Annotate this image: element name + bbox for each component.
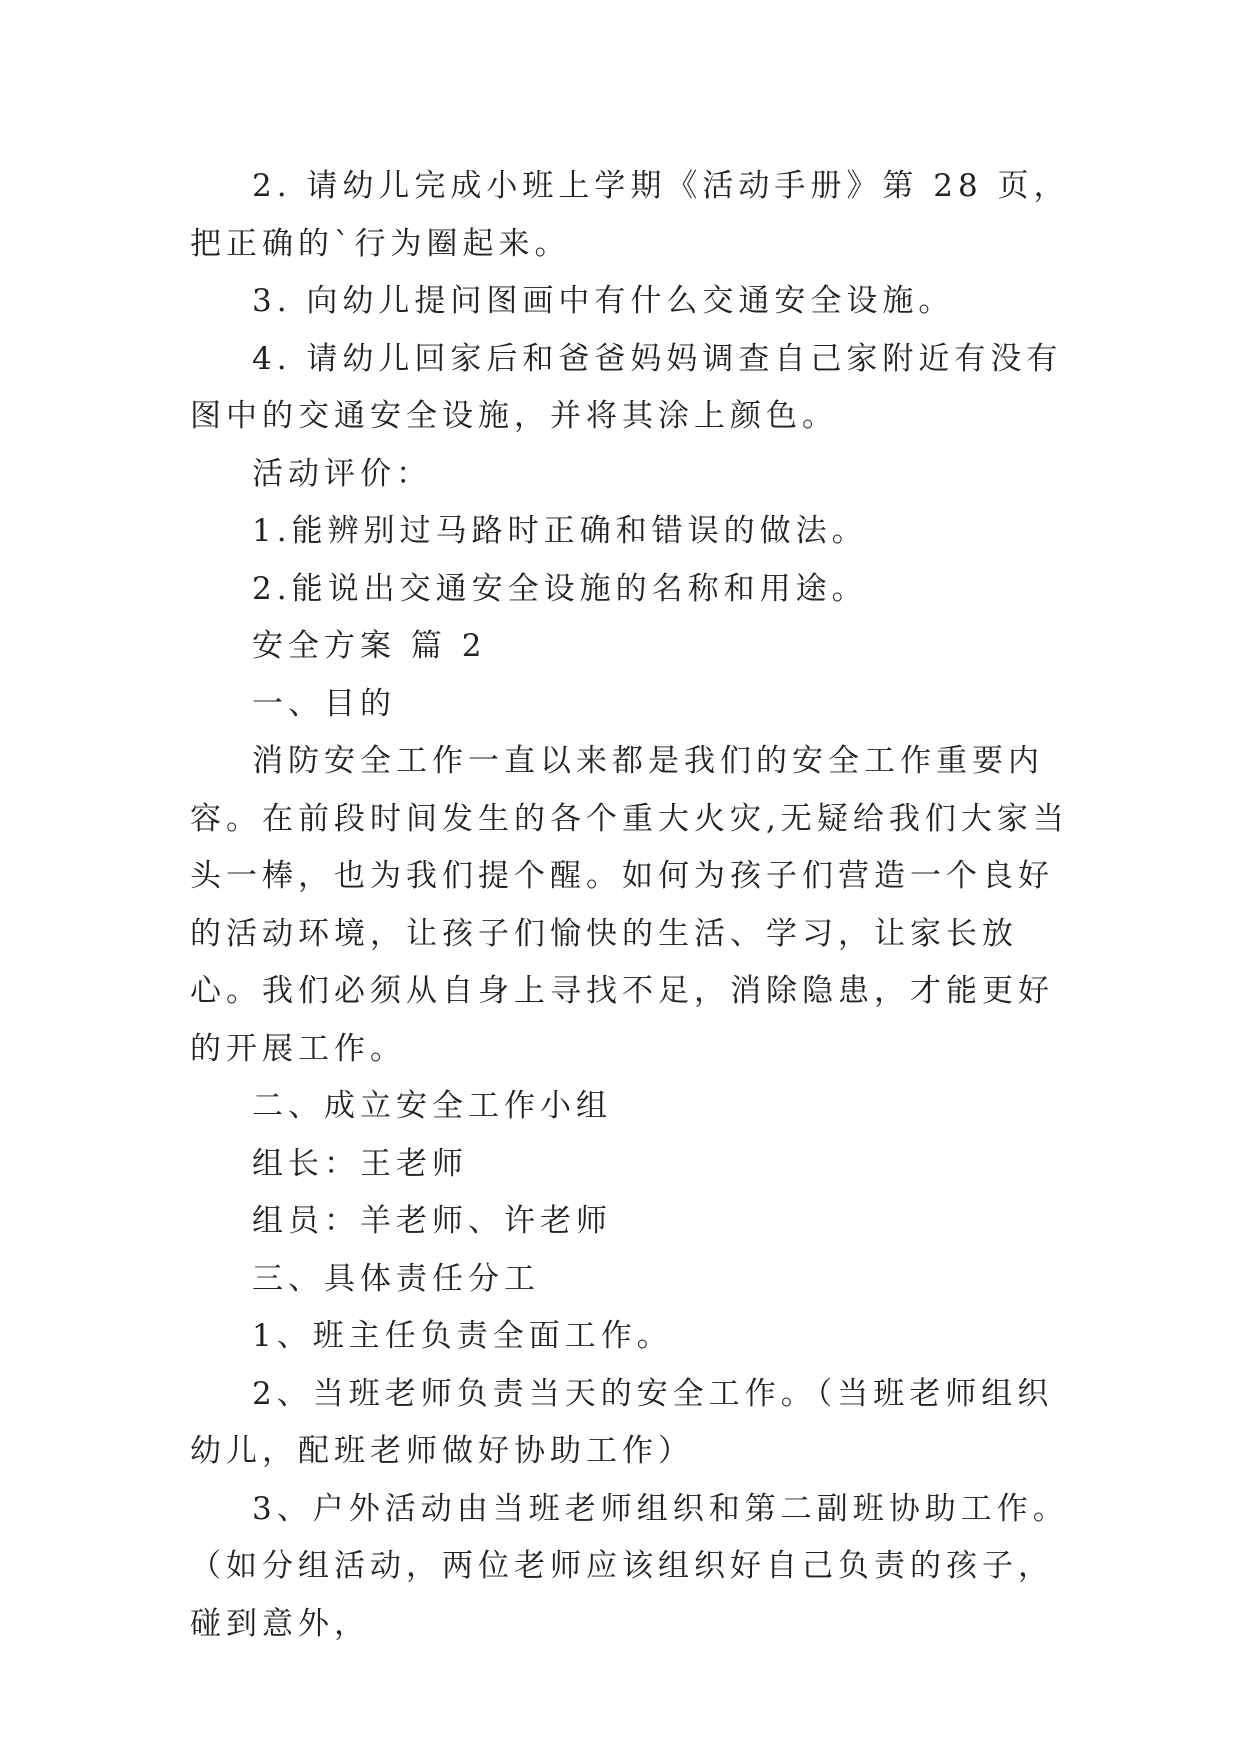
section-heading-purpose: 一、目的 bbox=[252, 685, 396, 722]
article-title-plan-2: 安全方案 篇 2 bbox=[252, 628, 487, 664]
responsibility-item-3: 3、户外活动由当班老师组织和第二副班协助工作。（如分组活动，两位老师应该组织好自己负责的孩子，碰到意外， bbox=[190, 1490, 1069, 1642]
team-leader-line: 组长：王老师 bbox=[252, 1145, 468, 1182]
team-members-line: 组员：羊老师、许老师 bbox=[252, 1203, 612, 1239]
evaluation-item-1: 1.能辨别过马路时正确和错误的做法。 bbox=[252, 513, 868, 549]
section-heading-safety-team: 二、成立安全工作小组 bbox=[252, 1088, 612, 1124]
responsibility-item-2: 2、当班老师负责当天的安全工作。（当班老师组织幼儿，配班老师做好协助工作） bbox=[190, 1375, 1054, 1469]
paragraph-item-2-activity-book: 2. 请幼儿完成小班上学期《活动手册》第 28 页，把正确的`行为圈起来。 bbox=[190, 168, 1070, 262]
section-heading-responsibilities: 三、具体责任分工 bbox=[252, 1260, 540, 1297]
paragraph-purpose-body: 消防安全工作一直以来都是我们的安全工作重要内容。在前段时间发生的各个重大火灾,无疑给我们大家当头一棒，也为我们提个醒。如何为孩子们营造一个良好的活动环境，让孩子们愉快的生活、学习，让家长放心。我们必须从自身上寻找不足，消除隐患，才能更好的开展工作。 bbox=[190, 743, 1069, 1067]
paragraph-item-3-ask-question: 3. 向幼儿提问图画中有什么交通安全设施。 bbox=[252, 283, 955, 319]
document-body bbox=[190, 158, 1070, 1653]
paragraph-item-4-home-survey: 4. 请幼儿回家后和爸爸妈妈调查自己家附近有没有图中的交通安全设施，并将其涂上颜色。 bbox=[190, 340, 1063, 434]
section-heading-evaluation: 活动评价： bbox=[252, 455, 432, 492]
evaluation-item-2: 2.能说出交通安全设施的名称和用途。 bbox=[252, 570, 868, 607]
responsibility-item-1: 1、班主任负责全面工作。 bbox=[252, 1318, 673, 1354]
